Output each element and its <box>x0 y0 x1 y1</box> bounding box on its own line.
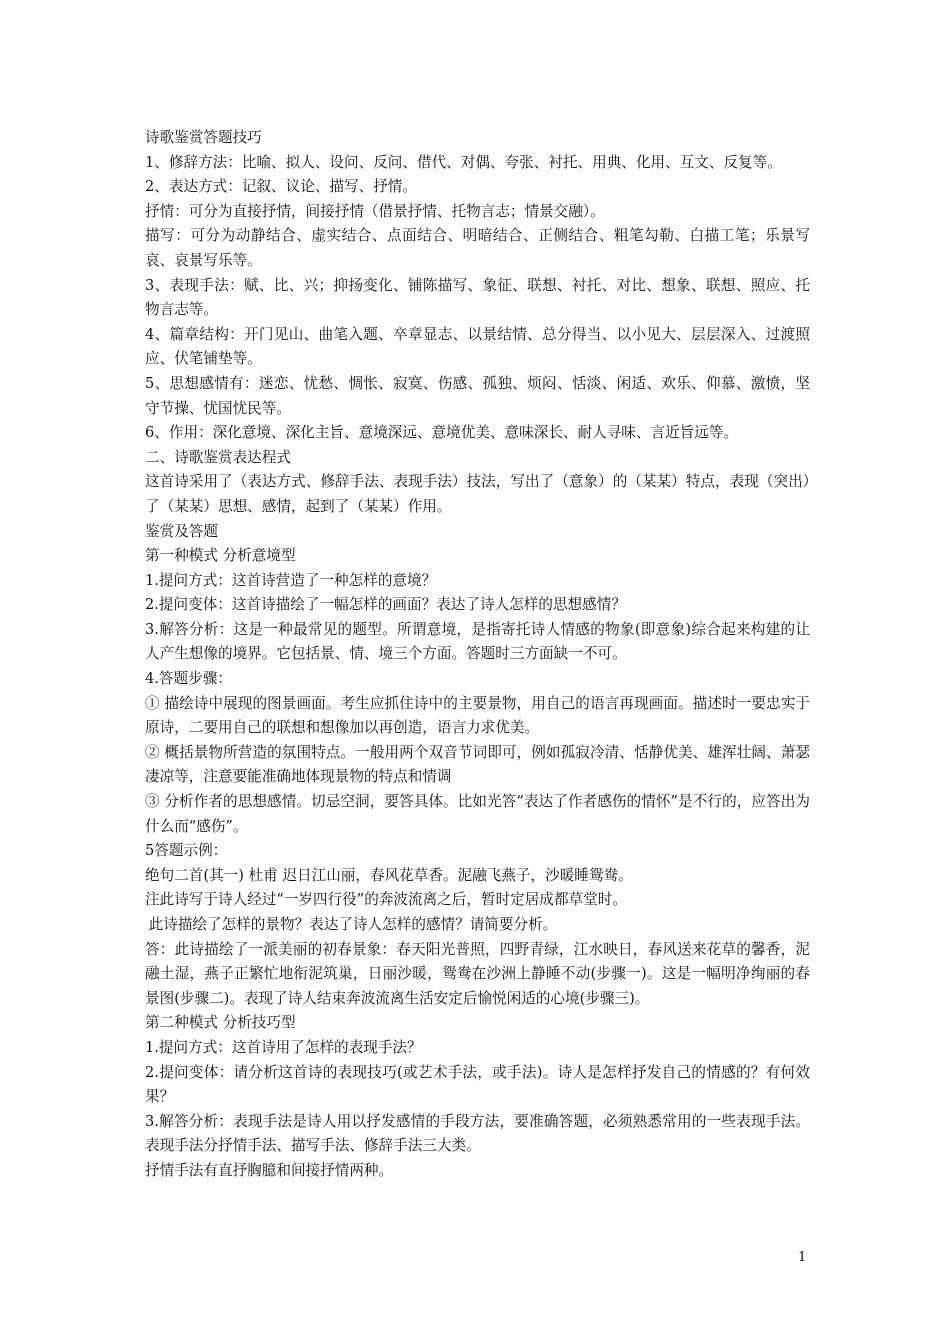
paragraph: 答：此诗描绘了一派美丽的初春景象：春天阳光普照，四野青绿，江水映日，春风送来花草的馨香，泥融土湿，燕子正繁忙地衔泥筑巢，日丽沙暖，鸳鸯在沙洲上静睡不动(步骤一)。这是一幅明净绚丽的春景图(步骤二)。表现了诗人结束奔波流离生活安定后愉悦闲适的心境(步骤三)。 <box>145 940 810 1007</box>
section-heading: 鉴赏及答题 <box>145 522 218 540</box>
paragraph: 6、作用：深化意境、深化主旨、意境深远、意境优美、意味深长、耐人寻味、言近旨远等。 <box>145 424 739 442</box>
paragraph: 2.提问变体：请分析这首诗的表现技巧(或艺术手法，或手法)。诗人是怎样抒发自己的情感的？有何效果？ <box>145 1063 810 1106</box>
paragraph: 绝句二首(其一) 杜甫 迟日江山丽，春风花草香。泥融飞燕子，沙暖睡鸳鸯。 <box>145 866 633 884</box>
paragraph: 1、修辞方法：比喻、拟人、设问、反问、借代、对偶、夸张、衬托、用典、化用、互文、反复等。 <box>145 153 782 171</box>
section-heading: 第一种模式 分析意境型 <box>145 547 296 565</box>
paragraph: 1.提问方式：这首诗用了怎样的表现手法？ <box>145 1038 422 1056</box>
paragraph: 4.答题步骤： <box>145 670 232 688</box>
paragraph: 2、表达方式：记叙、议论、描写、抒情。 <box>145 178 417 196</box>
doc-title: 诗歌鉴赏答题技巧 <box>145 129 262 146</box>
section-heading: 二、诗歌鉴赏表达程式 <box>145 448 291 466</box>
paragraph: 2.提问变体：这首诗描绘了一幅怎样的画面？表达了诗人怎样的思想感情？ <box>145 596 626 614</box>
paragraph: 5答题示例： <box>145 842 228 860</box>
paragraph: 描写：可分为动静结合、虚实结合、点面结合、明暗结合、正侧结合、粗笔勾勒、白描工笔；乐景写哀、哀景写乐等。 <box>145 227 810 269</box>
paragraph: 3、表现手法：赋、比、兴；抑扬变化、铺陈描写、象征、联想、衬托、对比、想象、联想、照应、托物言志等。 <box>145 276 810 319</box>
document-body <box>145 126 810 1184</box>
section-heading: 第二种模式 分析技巧型 <box>145 1014 296 1032</box>
paragraph: 5、思想感情有：迷恋、忧愁、惆怅、寂寞、伤感、孤独、烦闷、恬淡、闲适、欢乐、仰慕、激愤，坚守节操、忧国忧民等。 <box>145 374 810 417</box>
paragraph: 4、篇章结构：开门见山、曲笔入题、卒章显志、以景结情、总分得当、以小见大、层层深入、过渡照应、伏笔铺垫等。 <box>145 325 810 368</box>
paragraph: 此诗描绘了怎样的景物？表达了诗人怎样的感情？请简要分析。 <box>148 916 558 933</box>
page-number: 1 <box>798 1250 807 1265</box>
paragraph: 1.提问方式：这首诗营造了一种怎样的意境？ <box>145 571 437 589</box>
paragraph: 抒情：可分为直接抒情，间接抒情（借景抒情、托物言志；情景交融）。 <box>145 202 605 220</box>
paragraph: ① 描绘诗中展现的图景画面。考生应抓住诗中的主要景物，用自己的语言再现画面。描述时一要忠实于原诗，二要用自己的联想和想像加以再创造，语言力求优美。 <box>145 694 810 737</box>
paragraph: 3.解答分析：这是一种最常见的题型。所谓意境，是指寄托诗人情感的物象(即意象)综合起来构建的让人产生想像的境界。它包括景、情、境三个方面。答题时三方面缺一不可。 <box>145 620 810 663</box>
paragraph: 3.解答分析：表现手法是诗人用以抒发感情的手段方法，要准确答题，必须熟悉常用的一些表现手法。表现手法分抒情手法、描写手法、修辞手法三大类。 <box>145 1112 810 1155</box>
paragraph: 注此诗写于诗人经过“一岁四行役”的奔波流离之后，暂时定居成都草堂时。 <box>145 891 627 909</box>
paragraph: 抒情手法有直抒胸臆和间接抒情两种。 <box>145 1161 394 1179</box>
paragraph: ② 概括景物所营造的氛围特点。一般用两个双音节词即可，例如孤寂冷清、恬静优美、雄浑壮阔、萧瑟凄凉等，注意要能准确地体现景物的特点和情调 <box>145 743 810 786</box>
paragraph: 这首诗采用了（表达方式、修辞手法、表现手法）技法，写出了（意象）的（某某）特点，表现（突出）了（某某）思想、感情，起到了（某某）作用。 <box>145 473 810 515</box>
paragraph: ③ 分析作者的思想感情。切忌空洞，要答具体。比如光答“表达了作者感伤的情怀”是不行的，应答出为什么而“感伤”。 <box>145 793 810 835</box>
